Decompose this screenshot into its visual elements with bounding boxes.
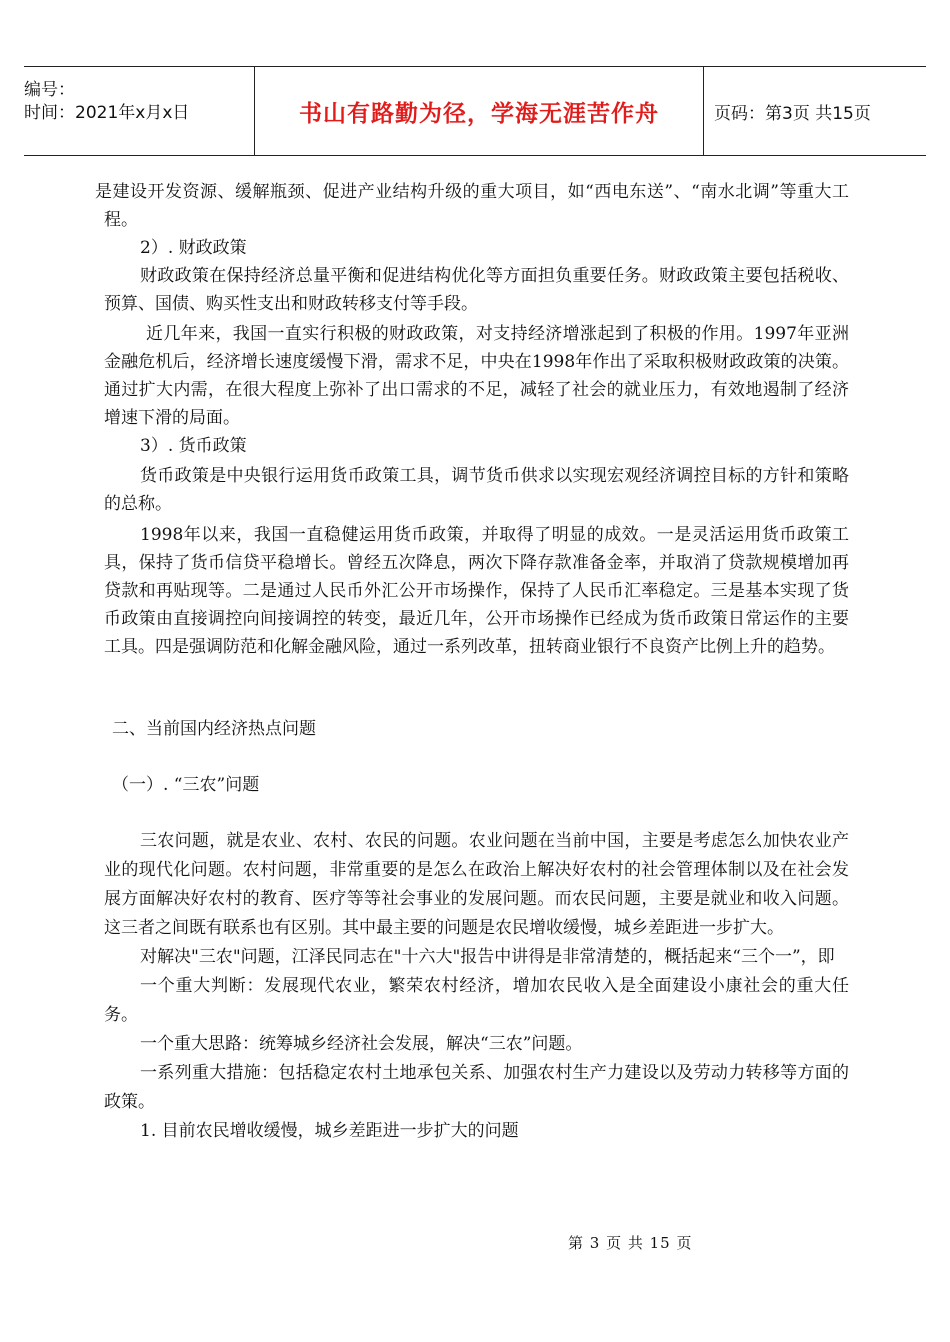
section-heading-fiscal-policy: 2）. 财政政策 [140,238,247,258]
body-paragraph: 财政政策在保持经济总量平衡和促进结构优化等方面担负重要任务。财政政策主要包括税收、预算、国债、购买性支出和财政转移支付等手段。 [104,266,849,314]
body-paragraph: 一个重大判断：发展现代农业，繁荣农村经济，增加农民收入是全面建设小康社会的重大任务。 [104,976,849,1025]
header-motto-cell [254,67,704,155]
doc-number-label: 编号： [24,80,75,100]
body-paragraph: 近几年来，我国一直实行积极的财政政策，对支持经济增涨起到了积极的作用。1997年亚洲金融危机后，经济增长速度缓慢下滑，需求不足，中央在1998年作出了采取积极财政政策的决策。通过扩大内需，在很大程度上弥补了出口需求的不足，减轻了社会的就业压力，有效地遏制了经济增速下滑的局面。 [104,324,849,428]
page-header [24,66,926,156]
subsection-heading-farmer-income: 1. 目前农民增收缓慢，城乡差距进一步扩大的问题 [140,1121,519,1141]
subsection-heading-three-rural: （一）. “三农”问题 [112,775,260,795]
body-paragraph: 1998年以来，我国一直稳健运用货币政策，并取得了明显的成效。一是灵活运用货币政策工具，保持了货币信贷平稳增长。曾经五次降息，两次下降存款准备金率，并取消了贷款规模增加再贷款和再贴现等。二是通过人民币外汇公开市场操作，保持了人民币汇率稳定。三是基本实现了货币政策由直接调控向间接调控的转变，最近几年，公开市场操作已经成为货币政策日常运作的主要工具。四是强调防范和化解金融风险，通过一系列改革，扭转商业银行不良资产比例上升的趋势。 [104,525,849,657]
body-paragraph: 货币政策是中央银行运用货币政策工具，调节货币供求以实现宏观经济调控目标的方针和策略的总称。 [104,466,849,514]
body-paragraph: 三农问题，就是农业、农村、农民的问题。农业问题在当前中国，主要是考虑怎么加快农业产业的现代化问题。农村问题，非常重要的是怎么在政治上解决好农村的社会管理体制以及在社会发展方面解决好农村的教育、医疗等等社会事业的发展问题。而农民问题，主要是就业和收入问题。这三者之间既有联系也有区别。其中最主要的问题是农民增收缓慢，城乡差距进一步扩大。 [104,831,849,938]
body-paragraph: 一系列重大措施：包括稳定农村土地承包关系、加强农村生产力建设以及劳动力转移等方面的政策。 [104,1063,849,1112]
header-meta [24,67,254,155]
body-paragraph: 一个重大思路：统筹城乡经济社会发展，解决“三农”问题。 [140,1034,583,1054]
body-paragraph: 是建设开发资源、缓解瓶颈、促进产业结构升级的重大项目，如“西电东送”、“南水北调”等重大工程。 [95,182,849,230]
section-heading-hot-issues: 二、当前国内经济热点问题 [112,719,316,739]
document-body [95,178,849,1146]
body-paragraph: 对解决"三农"问题，江泽民同志在"十六大"报告中讲得是非常清楚的，概括起来“三个一”，即 [140,947,835,967]
header-page-info: 页码：第3页 共15页 [714,103,871,124]
header-motto: 书山有路勤为径，学海无涯苦作舟 [299,100,659,127]
page-footer: 第 3 页 共 15 页 [568,1234,693,1252]
section-heading-monetary-policy: 3）. 货币政策 [140,436,247,456]
doc-time-label: 时间：2021年x月x日 [24,103,190,123]
